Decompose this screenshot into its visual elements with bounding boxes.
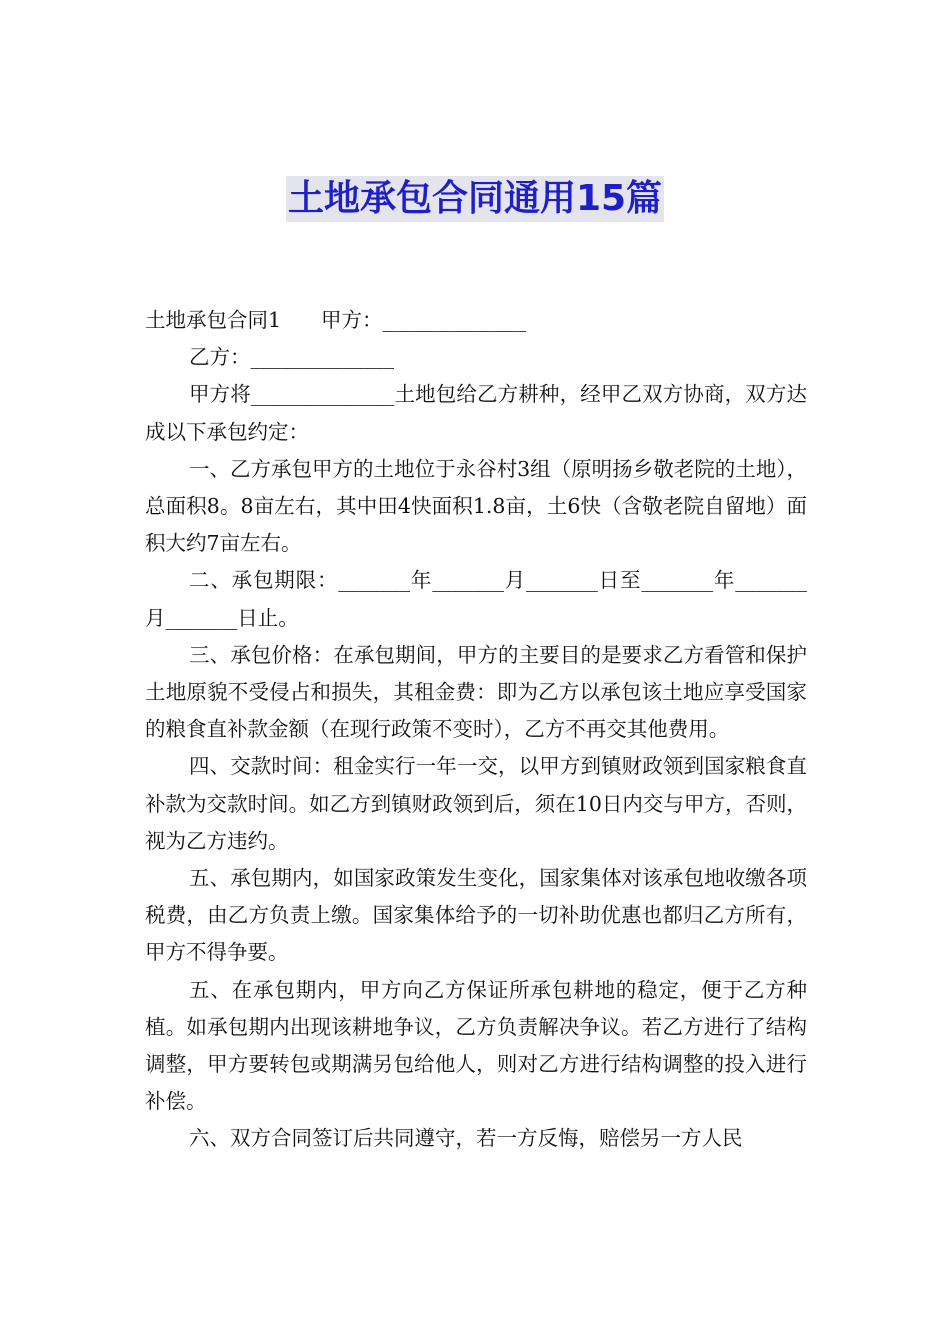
clause-4: 四、交款时间：租金实行一年一交，以甲方到镇财政领到国家粮食直补款为交款时间。如乙方到镇财政领到后，须在10日内交与甲方，否则，视为乙方违约。 <box>145 754 807 853</box>
party-b-line: 乙方：______________ <box>189 345 394 370</box>
paragraph-intro: 甲方将______________土地包给乙方耕种，经甲乙双方协商，双方达成以下承包约定： <box>145 382 807 444</box>
contract-heading-line <box>145 302 807 339</box>
section-heading: 土地承包合同1 <box>145 308 282 332</box>
clause-5b: 五、在承包期内，甲方向乙方保证所承包耕地的稳定，便于乙方种植。如承包期内出现该耕地争议，乙方负责解决争议。若乙方进行了结构调整，甲方要转包或期满另包给他人，则对乙方进行结构调整的投入进行补偿。 <box>145 977 807 1114</box>
party-a-line: 甲方：______________ <box>321 308 527 332</box>
document-title: 土地承包合同通用15篇 <box>286 176 664 222</box>
clause-6: 六、双方合同签订后共同遵守，若一方反悔，赔偿另一方人民 <box>189 1126 743 1151</box>
clause-3: 三、承包价格：在承包期间，甲方的主要目的是要求乙方看管和保护土地原貌不受侵占和损失，其租金费：即为乙方以承包该土地应享受国家的粮食直补款金额（在现行政策不变时），乙方不再交其他费用。 <box>145 642 807 742</box>
clause-2: 二、承包期限：_______年_______月_______日至_______年_______月_______日止。 <box>145 568 807 630</box>
title-area <box>0 176 950 222</box>
document-body <box>145 302 807 1158</box>
clause-5a: 五、承包期内，如国家政策发生变化，国家集体对该承包地收缴各项税费，由乙方负责上缴。国家集体给予的一切补助优惠也都归乙方所有，甲方不得争要。 <box>145 866 807 965</box>
clause-1: 一、乙方承包甲方的土地位于永谷村3组（原明扬乡敬老院的土地），总面积8。8亩左右，其中田4快面积1.8亩，土6快（含敬老院自留地）面积大约7亩左右。 <box>145 456 807 556</box>
